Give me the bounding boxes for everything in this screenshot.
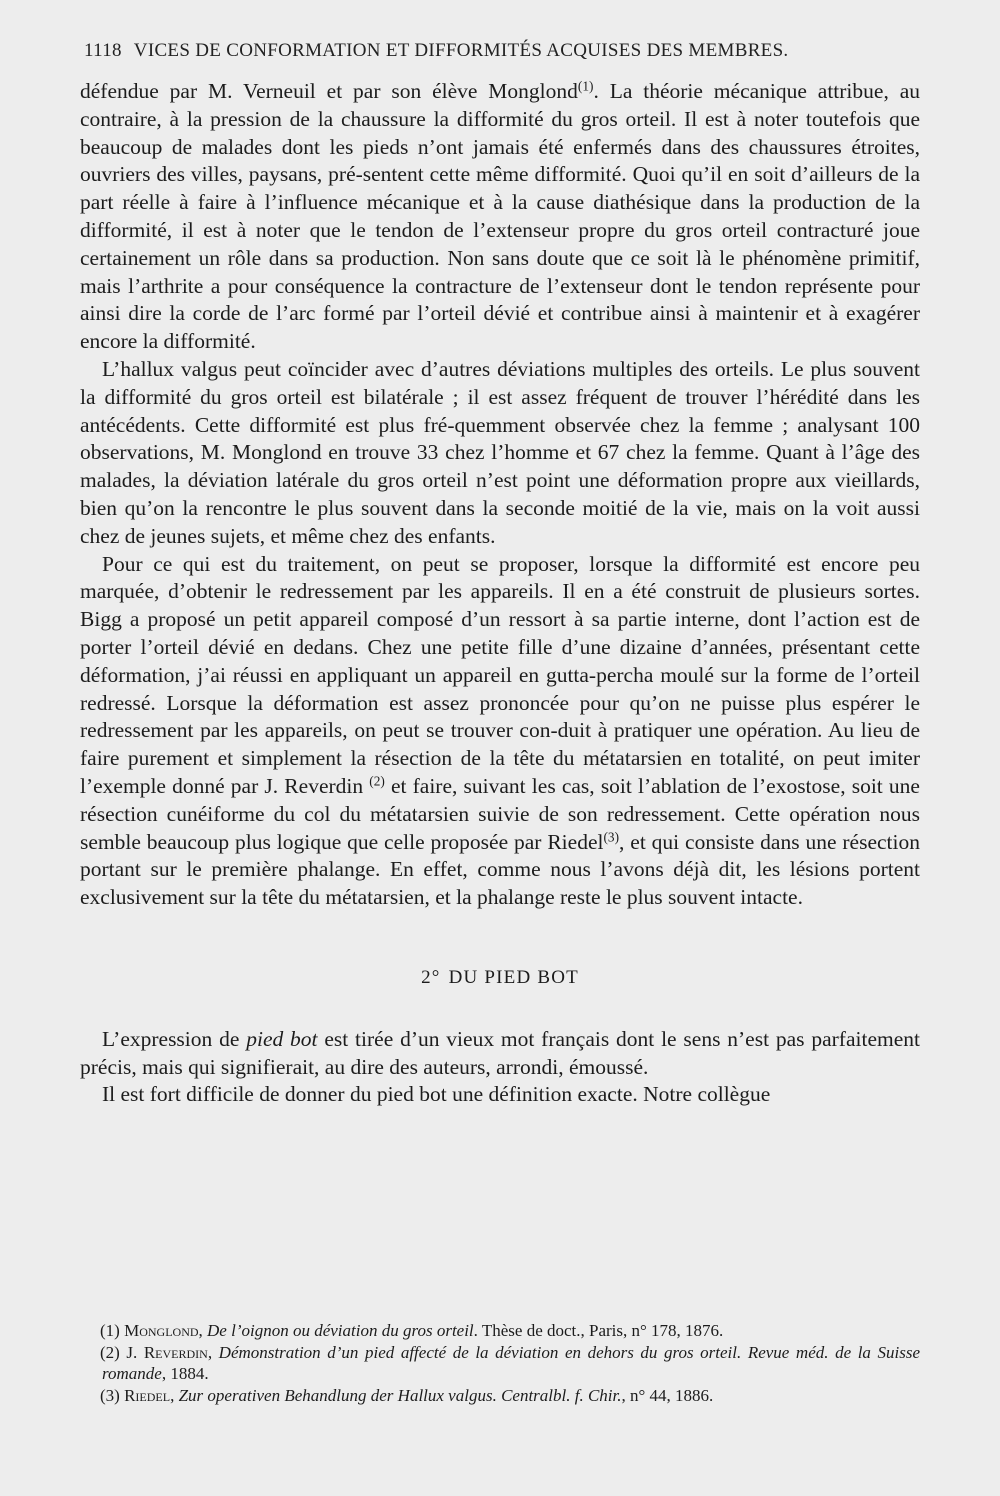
- section-title: DU PIED BOT: [448, 966, 579, 988]
- paragraph-2: L’hallux valgus peut coïncider avec d’autres déviations multiples des orteils. Le plus souvent la difformité du gros orteil est bilatérale ; il est assez fréquent de trouver l’hérédité dans les antécédents. Cette difformité est plus fré-quemment observée chez la femme ; analysant 100 observations, M. Monglond en trouve 33 chez l’homme et 67 chez la femme. Quant à l’âge des malades, la déviation latérale du gros orteil n’est point une déformation propre aux vieillards, bien qu’on la rencontre le plus souvent dans la seconde moitié de la vie, mais on la voit aussi chez de jeunes sujets, et même chez des enfants.: [80, 356, 920, 548]
- footnote-ref-1[interactable]: (1): [577, 78, 594, 94]
- footnote-ref-2[interactable]: (2): [369, 773, 385, 789]
- footnote-title: De l’oignon ou déviation du gros orteil: [207, 1321, 474, 1340]
- footnote-mark: (2): [100, 1342, 120, 1362]
- paragraph-1: [80, 78, 920, 356]
- footnote-1: (1) Monglond, De l’oignon ou déviation du gros orteil. Thèse de doct., Paris, n° 178, 1876.: [100, 1321, 724, 1340]
- paragraph-3-text-b: et faire, suivant les cas, soit l’ablation de l’exostose, soit une résection cunéiforme du col du métatarsien suivie de son redressement. Cette opération nous semble beaucoup plus logique que celle proposée par Riedel: [80, 773, 920, 854]
- footnote-title: Démonstration d’un pied affecté de la déviation en dehors du gros orteil. Revue méd. de la Suisse romande: [102, 1342, 920, 1383]
- section-number: 2°: [421, 966, 441, 988]
- running-header: [84, 40, 924, 62]
- paragraph-1-text-b: . La théorie mécanique attribue, au contraire, à la pression de la chaussure la difformité du gros orteil. Il est à noter toutefois que beaucoup de malades dont les pieds n’ont jamais été enfermés dans des chaussures étroites, ouvriers des villes, paysans, pré-sentent cette même difformité. Quoi qu’il en soit d’ailleurs de la part réelle à faire à l’influence mécanique et à la cause diathésique dans la production de la difformité, il est à noter que le tendon de l’extenseur propre du gros orteil contracturé joue certainement un rôle dans sa production. Non sans doute que ce soit là le phénomène primitif, mais l’arthrite a pour conséquence la contracture de l’extenseur dont le tendon représente pour ainsi dire la corde de l’arc formé par l’orteil dévié et contribue ainsi à maintenir et à exagérer encore la difformité.: [80, 79, 920, 354]
- footnote-mark: (3): [100, 1385, 120, 1405]
- footnote-3: (3) Riedel, Zur operativen Behandlung der Hallux valgus. Centralbl. f. Chir., n° 44, 1886.: [100, 1385, 714, 1405]
- footnote-rest: , 1884.: [161, 1364, 209, 1383]
- footnote-author: J. Reverdin: [126, 1342, 208, 1362]
- footnote-author: Riedel: [124, 1385, 171, 1405]
- footnote-title: Zur operativen Behandlung der Hallux valgus. Centralbl. f. Chir.: [178, 1385, 622, 1405]
- footnote-author: Monglond: [124, 1321, 199, 1340]
- footnotes: [80, 1320, 920, 1406]
- page-number: 1118: [84, 40, 122, 61]
- section-heading: [80, 964, 920, 992]
- paragraph-4-text-a: L’expression de: [102, 1026, 247, 1051]
- footnote-mark: (1): [100, 1321, 120, 1340]
- main-text: [80, 78, 920, 1109]
- paragraph-4-emphasis: pied bot: [246, 1026, 318, 1051]
- paragraph-3-text-c: , et qui consiste dans une résection portant sur le première phalange. En effet, comme nous l’avons déjà dit, les lésions portent exclusivement sur la tête du métatarsien, et la phalange reste le plus souvent intacte.: [80, 829, 920, 910]
- paragraph-3: [80, 551, 920, 912]
- footnote-rest: , n° 44, 1886.: [621, 1385, 714, 1405]
- paragraph-4-text-b: est tirée d’un vieux mot français dont le sens n’est pas parfaitement précis, mais qui signifierait, au dire des auteurs, arrondi, émoussé.: [80, 1026, 920, 1079]
- paragraph-3-text-a: Pour ce qui est du traitement, on peut se proposer, lorsque la difformité est encore peu marquée, d’obtenir le redressement par les appareils. Il en a été construit de plusieurs sortes. Bigg a proposé un petit appareil composé d’un ressort à sa partie interne, dont l’action est de porter l’orteil dévié en dedans. Chez une petite fille d’une dizaine d’années, présentant cette déformation, j’ai réussi en appliquant un appareil en gutta-percha moulé sur la forme de l’orteil redressé. Lorsque la déformation est assez prononcée pour qu’on ne puisse plus espérer le redressement par les appareils, on peut se trouver con-duit à pratiquer une opération. Au lieu de faire purement et simplement la résection de la tête du métatarsien en totalité, on peut imiter l’exemple donné par J. Reverdin: [80, 551, 920, 798]
- footnote-ref-3[interactable]: (3): [603, 829, 620, 845]
- paragraph-4: [80, 1026, 920, 1082]
- paragraph-1-text-a: défendue par M. Verneuil et par son élève Monglond: [80, 79, 578, 103]
- footnote-rest: . Thèse de doct., Paris, n° 178, 1876.: [473, 1321, 724, 1340]
- paragraph-5: Il est fort difficile de donner du pied bot une définition exacte. Notre collègue: [102, 1082, 771, 1107]
- running-title: VICES DE CONFORMATION ET DIFFORMITÉS ACQUISES DES MEMBRES.: [133, 40, 789, 61]
- footnote-2: (2) J. Reverdin, Démonstration d’un pied affecté de la déviation en dehors du gros orteil. Revue méd. de la Suisse romande, 1884.: [100, 1342, 920, 1383]
